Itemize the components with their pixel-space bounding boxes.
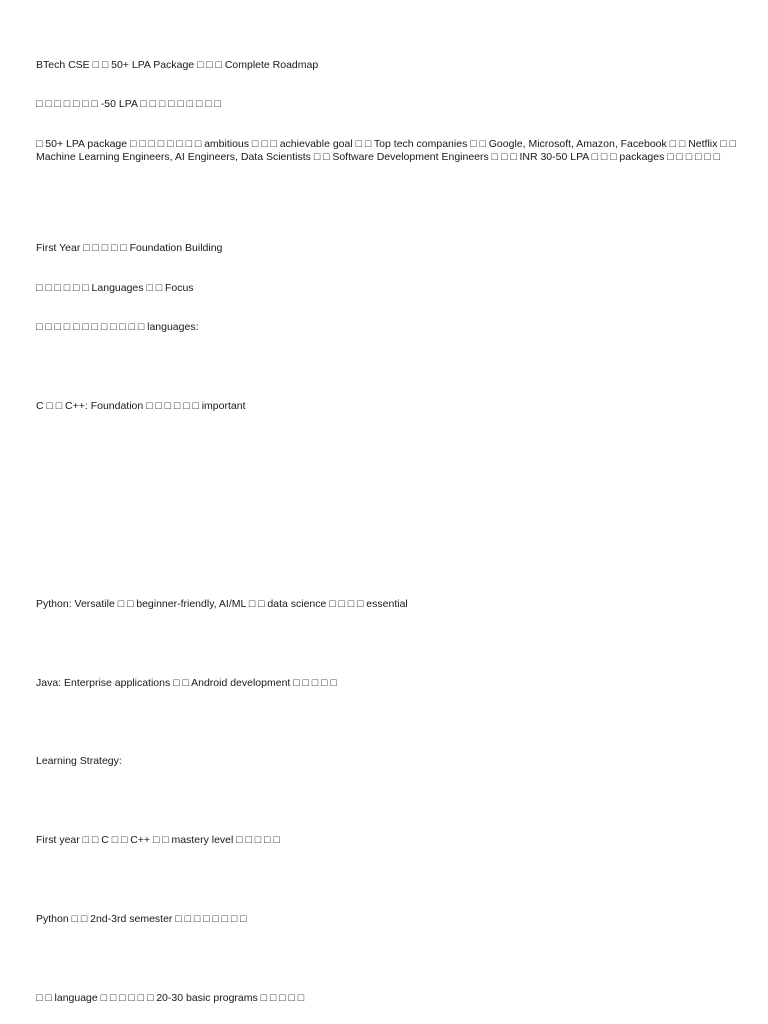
list-item-python: Python: Versatile □ □ beginner-friendly, AI/ML □ □ data science □ □ □ □ essential bbox=[36, 598, 408, 610]
list-item-c-cpp: C □ □ C++: Foundation □ □ □ □ □ □ important bbox=[36, 400, 246, 412]
subsection-heading-languages: □ □ □ □ □ □ Languages □ □ Focus bbox=[36, 282, 194, 294]
intro-paragraph: □ 50+ LPA package □ □ □ □ □ □ □ □ ambitious □ □ □ achievable goal □ □ Top tech companies □ □ Google, Microsoft, Amazon, Facebook □ □ Netflix □ □ Machine Learning Engineers, AI Engineers, Data Scientists □ □ Software Development Engineers □ □ □ INR 30-50 LPA □ □ □ packages □ □ □ □ □ □ bbox=[36, 138, 739, 163]
list-item-java: Java: Enterprise applications □ □ Android development □ □ □ □ □ bbox=[36, 677, 337, 689]
list-item-programs-strategy: □ □ language □ □ □ □ □ □ 20-30 basic programs □ □ □ □ □ bbox=[36, 992, 305, 1004]
page-subtitle: □ □ □ □ □ □ □ -50 LPA □ □ □ □ □ □ □ □ □ bbox=[36, 98, 221, 110]
languages-intro: □ □ □ □ □ □ □ □ □ □ □ □ languages: bbox=[36, 321, 199, 333]
section-heading-first-year: First Year □ □ □ □ □ Foundation Building bbox=[36, 242, 223, 254]
strategy-heading: Learning Strategy: bbox=[36, 755, 122, 767]
list-item-first-year-strategy: First year □ □ C □ □ C++ □ □ mastery level □ □ □ □ □ bbox=[36, 834, 280, 846]
list-item-python-strategy: Python □ □ 2nd-3rd semester □ □ □ □ □ □ □ □ bbox=[36, 913, 247, 925]
page-title: BTech CSE □ □ 50+ LPA Package □ □ □ Complete Roadmap bbox=[36, 59, 319, 71]
